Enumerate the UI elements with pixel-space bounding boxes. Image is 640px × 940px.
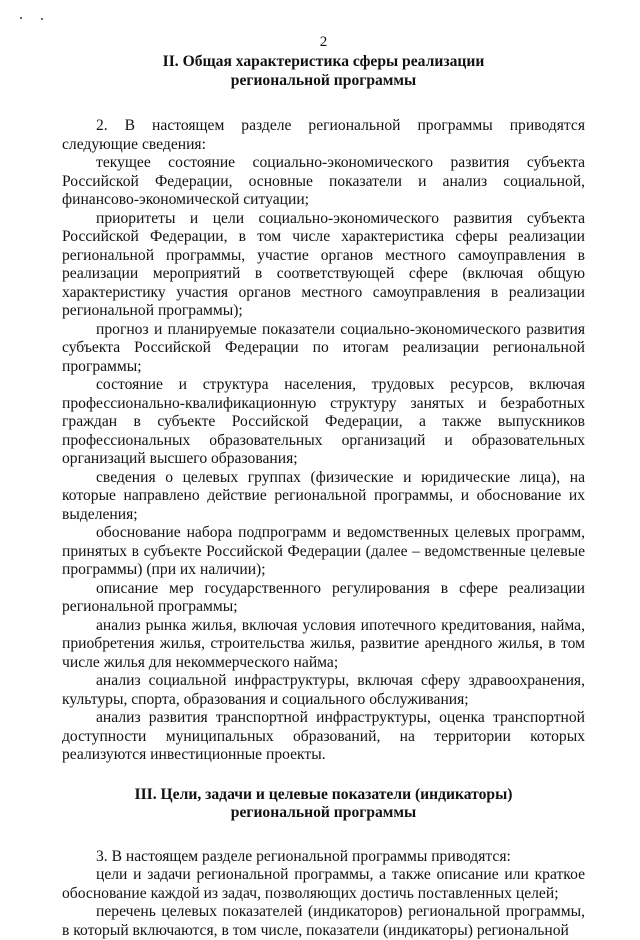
section-3-heading-line-1: III. Цели, задачи и целевые показатели (индикаторы): [62, 786, 585, 805]
paragraph: анализ развития транспортной инфраструктуры, оценка транспортной доступности муниципальных образований, на территории которых реализуются инвестиционные проекты.: [62, 709, 585, 765]
section-3: [62, 786, 585, 940]
scan-speck: [20, 17, 22, 19]
paragraph: состояние и структура населения, трудовых ресурсов, включая профессионально-квалификационную структуру занятых и безработных граждан в субъекте Российской Федерации, а также выпускников профессиональных образовательных организаций и образовательных организаций высшего образования;: [62, 376, 585, 469]
paragraph: 3. В настоящем разделе региональной программы приводятся:: [62, 848, 585, 867]
section-3-heading-line-2: региональной программы: [62, 804, 585, 823]
paragraph: приоритеты и цели социально-экономического развития субъекта Российской Федерации, в том числе характеристика сферы реализации региональной программы, участие органов местного самоуправления в реализации мероприятий в соответствующей сфере (включая общую характеристику участия органов местного самоуправления в реализации региональной программы);: [62, 210, 585, 321]
paragraph: текущее состояние социально-экономического развития субъекта Российской Федерации, основные показатели и анализ социальной, финансово-экономической ситуации;: [62, 154, 585, 210]
document-page: [62, 34, 585, 940]
scan-speck: [41, 18, 43, 20]
paragraph: описание мер государственного регулирования в сфере реализации региональной программы;: [62, 580, 585, 617]
paragraph: перечень целевых показателей (индикаторов) региональной программы, в который включаются, в том числе, показатели (индикаторы) региональной: [62, 903, 585, 940]
paragraph: прогноз и планируемые показатели социально-экономического развития субъекта Российской Федерации по итогам реализации региональной программы;: [62, 321, 585, 377]
section-2-heading-line-1: II. Общая характеристика сферы реализации: [62, 53, 585, 72]
paragraph: 2. В настоящем разделе региональной программы приводятся следующие сведения:: [62, 117, 585, 154]
paragraph: цели и задачи региональной программы, а также описание или краткое обоснование каждой из задач, позволяющих достичь поставленных целей;: [62, 866, 585, 903]
paragraph: анализ рынка жилья, включая условия ипотечного кредитования, найма, приобретения жилья, строительства жилья, развитие арендного жилья, в том числе жилья для некоммерческого найма;: [62, 617, 585, 673]
page-number: 2: [62, 34, 585, 51]
paragraph: обоснование набора подпрограмм и ведомственных целевых программ, принятых в субъекте Российской Федерации (далее – ведомственные целевые программы) (при их наличии);: [62, 524, 585, 580]
section-2: [62, 53, 585, 765]
section-2-heading-line-2: региональной программы: [62, 72, 585, 91]
paragraph: сведения о целевых группах (физические и юридические лица), на которые направлено действие региональной программы, и обоснование их выделения;: [62, 469, 585, 525]
paragraph: анализ социальной инфраструктуры, включая сферу здравоохранения, культуры, спорта, образования и социального обслуживания;: [62, 672, 585, 709]
